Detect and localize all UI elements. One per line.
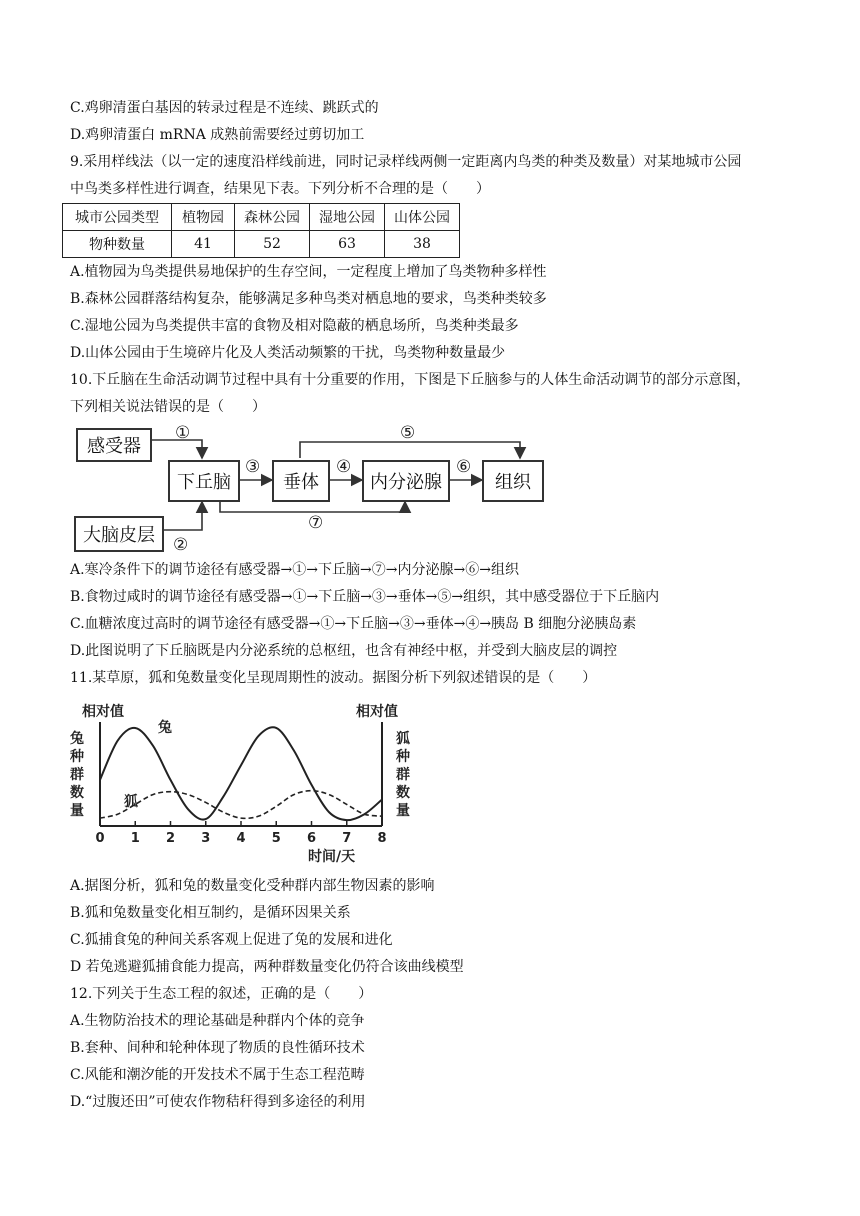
arrow-5 bbox=[300, 442, 520, 458]
rabbit-series-line bbox=[100, 727, 382, 820]
x-tick-label: 3 bbox=[201, 831, 211, 846]
q8-option-d: D.鸡卵清蛋白 mRNA 成熟前需要经过剪切加工 bbox=[70, 127, 365, 143]
q8-option-c: C.鸡卵清蛋白基因的转录过程是不连续、跳跃式的 bbox=[70, 100, 379, 116]
table-header-row bbox=[63, 204, 460, 231]
q12-option-a: A.生物防治技术的理论基础是种群内个体的竞争 bbox=[70, 1013, 365, 1029]
left-axis-title: 相对值 bbox=[82, 704, 124, 720]
q9-option-c: C.湿地公园为鸟类提供丰富的食物及相对隐蔽的栖息场所，鸟类种类最多 bbox=[70, 318, 519, 334]
label-7: ⑦ bbox=[308, 513, 324, 533]
label-2: ② bbox=[173, 535, 189, 555]
q10-option-b: B.食物过咸时的调节途径有感受器→①→下丘脑→③→垂体→⑤→组织，其中感受器位于下丘脑内 bbox=[70, 589, 660, 605]
x-tick-label: 0 bbox=[95, 831, 105, 846]
q9-option-d: D.山体公园由于生境碎片化及人类活动频繁的干扰，鸟类物种数量最少 bbox=[70, 345, 506, 361]
label-5: ⑤ bbox=[400, 423, 416, 443]
table-row bbox=[63, 231, 460, 258]
left-ylabel: 兔种群数量 bbox=[70, 731, 84, 819]
q9-stem-line2: 中鸟类多样性进行调查，结果见下表。下列分析不合理的是（ ） bbox=[70, 181, 490, 197]
fox-legend-label: 狐 bbox=[124, 794, 138, 810]
q12-option-d: D.“过腹还田”可使农作物秸秆得到多途径的利用 bbox=[70, 1094, 366, 1110]
x-tick-label: 6 bbox=[306, 831, 317, 846]
table-cell: 63 bbox=[310, 231, 385, 258]
x-axis-label: 时间/天 bbox=[308, 849, 356, 865]
x-tick-label: 5 bbox=[271, 831, 281, 846]
q12-option-b: B.套种、间种和轮种体现了物质的良性循环技术 bbox=[70, 1040, 365, 1056]
q10-stem-line2: 下列相关说法错误的是（ ） bbox=[70, 399, 266, 415]
table-row-label: 物种数量 bbox=[63, 231, 172, 258]
rabbit-legend-label: 兔 bbox=[158, 720, 172, 736]
q11-option-c: C.狐捕食兔的种间关系客观上促进了兔的发展和进化 bbox=[70, 932, 393, 948]
q10-stem-line1: 10.下丘脑在生命活动调节过程中具有十分重要的作用，下图是下丘脑参与的人体生命活动调节的部分示意图， bbox=[70, 372, 751, 388]
q12-stem: 12.下列关于生态工程的叙述，正确的是（ ） bbox=[70, 986, 373, 1002]
table-header-cell: 城市公园类型 bbox=[63, 204, 172, 231]
x-tick-label: 2 bbox=[165, 831, 176, 846]
arrow-7 bbox=[220, 502, 405, 512]
fox-series-line bbox=[100, 791, 382, 819]
tissue-box: 组织 bbox=[482, 460, 544, 502]
q9-option-b: B.森林公园群落结构复杂，能够满足多种鸟类对栖息地的要求，鸟类种类较多 bbox=[70, 291, 547, 307]
x-tick-label: 7 bbox=[342, 831, 352, 846]
q10-option-a: A.寒冷条件下的调节途径有感受器→①→下丘脑→⑦→内分泌腺→⑥→组织 bbox=[70, 562, 519, 578]
cerebral-cortex-box: 大脑皮层 bbox=[74, 516, 164, 552]
q10-option-d: D.此图说明了下丘脑既是内分泌系统的总枢纽，也含有神经中枢，并受到大脑皮层的调控 bbox=[70, 643, 618, 659]
q9-stem-line1: 9.采用样线法（以一定的速度沿样线前进，同时记录样线两侧一定距离内鸟类的种类及数量）对某地城市公园 bbox=[70, 154, 742, 170]
q12-option-c: C.风能和潮汐能的开发技术不属于生态工程范畴 bbox=[70, 1067, 365, 1083]
x-tick-label: 4 bbox=[236, 831, 246, 846]
pituitary-box: 垂体 bbox=[272, 460, 330, 502]
park-survey-table bbox=[62, 203, 460, 258]
q10-option-c: C.血糖浓度过高时的调节途径有感受器→①→下丘脑→③→垂体→④→胰岛 B 细胞分泌胰岛素 bbox=[70, 616, 637, 632]
table-cell: 52 bbox=[235, 231, 310, 258]
population-chart bbox=[68, 698, 428, 868]
endocrine-gland-box: 内分泌腺 bbox=[362, 460, 450, 502]
right-axis-title: 相对值 bbox=[356, 704, 398, 720]
label-3: ③ bbox=[245, 457, 261, 477]
hypothalamus-box: 下丘脑 bbox=[168, 460, 240, 502]
label-1: ① bbox=[175, 423, 191, 443]
table-header-cell: 湿地公园 bbox=[310, 204, 385, 231]
right-ylabel: 狐种群数量 bbox=[396, 731, 410, 819]
x-tick-label: 1 bbox=[130, 831, 140, 846]
table-cell: 41 bbox=[172, 231, 235, 258]
q11-option-d: D 若兔逃避狐捕食能力提高，两种群数量变化仍符合该曲线模型 bbox=[70, 959, 464, 975]
q9-option-a: A.植物园为鸟类提供易地保护的生存空间，一定程度上增加了鸟类物种多样性 bbox=[70, 264, 547, 280]
label-6: ⑥ bbox=[456, 457, 472, 477]
label-4: ④ bbox=[336, 457, 352, 477]
q11-stem: 11.某草原，狐和兔数量变化呈现周期性的波动。据图分析下列叙述错误的是（ ） bbox=[70, 670, 597, 686]
table-header-cell: 植物园 bbox=[172, 204, 235, 231]
table-header-cell: 山体公园 bbox=[385, 204, 460, 231]
q11-option-a: A.据图分析，狐和兔的数量变化受种群内部生物因素的影响 bbox=[70, 878, 435, 894]
x-tick-label: 8 bbox=[377, 831, 387, 846]
receptor-box: 感受器 bbox=[76, 428, 152, 462]
table-cell: 38 bbox=[385, 231, 460, 258]
table-header-cell: 森林公园 bbox=[235, 204, 310, 231]
q11-option-b: B.狐和兔数量变化相互制约，是循环因果关系 bbox=[70, 905, 351, 921]
